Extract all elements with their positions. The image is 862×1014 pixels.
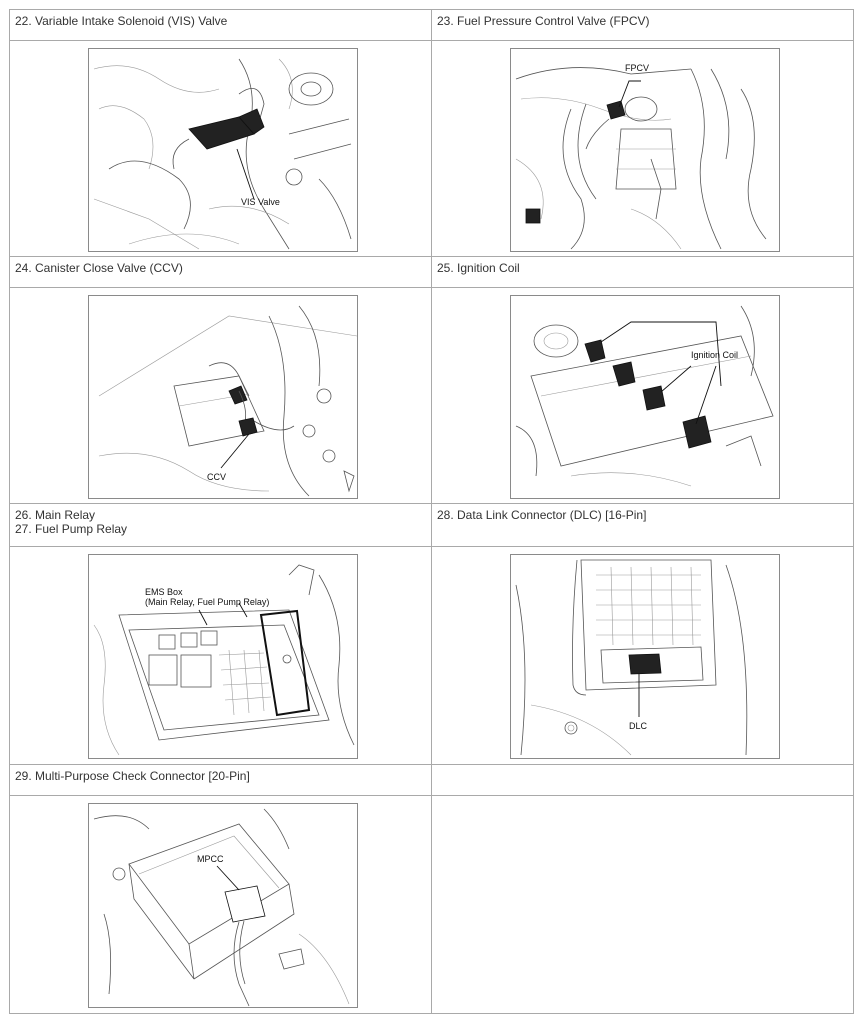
- ccv-title-cell: [10, 257, 432, 288]
- ems-box-diagram: [88, 554, 358, 759]
- mpcc-illustration: [89, 804, 357, 1007]
- fpcv-title-cell: [432, 10, 854, 41]
- component-location-table: [9, 9, 854, 1014]
- ccv-illustration: [89, 296, 357, 498]
- vis-title: 22. Variable Intake Solenoid (VIS) Valve: [15, 14, 228, 28]
- ccv-callout: CCV: [207, 472, 227, 482]
- ignition-coil-callout: Ignition Coil: [691, 350, 739, 360]
- mpcc-figure-cell: [10, 796, 432, 1014]
- ccv-title: 24. Canister Close Valve (CCV): [15, 261, 183, 275]
- relay-figure-cell: [10, 547, 432, 765]
- fpcv-callout: FPCV: [625, 63, 650, 73]
- main-relay-title: 26. Main Relay: [15, 508, 96, 522]
- mpcc-title-cell: [10, 765, 432, 796]
- dlc-callout: DLC: [629, 721, 648, 731]
- fpcv-figure-cell: [432, 41, 854, 257]
- fpcv-diagram: [510, 48, 780, 252]
- ems-box-callout-line2: (Main Relay, Fuel Pump Relay): [145, 597, 270, 607]
- vis-title-cell: [10, 10, 432, 41]
- dlc-title: 28. Data Link Connector (DLC) [16-Pin]: [437, 508, 647, 522]
- dlc-title-cell: [432, 504, 854, 547]
- dlc-diagram: [510, 554, 780, 759]
- mpcc-title: 29. Multi-Purpose Check Connector [20-Pin]: [15, 769, 250, 783]
- ems-box-callout-line1: EMS Box: [145, 587, 183, 597]
- mpcc-diagram: [88, 803, 358, 1008]
- vis-valve-callout: VIS Valve: [241, 197, 280, 207]
- vis-valve-illustration: [89, 49, 357, 251]
- fpcv-illustration: [511, 49, 779, 251]
- ignition-title: 25. Ignition Coil: [437, 261, 520, 275]
- relay-title-cell: [10, 504, 432, 547]
- fpcv-title: 23. Fuel Pressure Control Valve (FPCV): [437, 14, 650, 28]
- vis-figure-cell: [10, 41, 432, 257]
- ems-box-illustration: [89, 555, 357, 758]
- ignition-coil-diagram: [510, 295, 780, 499]
- dlc-figure-cell: [432, 547, 854, 765]
- ignition-title-cell: [432, 257, 854, 288]
- ccv-figure-cell: [10, 288, 432, 504]
- vis-valve-diagram: [88, 48, 358, 252]
- mpcc-callout: MPCC: [197, 854, 224, 864]
- ignition-figure-cell: [432, 288, 854, 504]
- empty-title-cell: [432, 765, 854, 796]
- empty-figure-cell: [432, 796, 854, 1014]
- fuel-pump-relay-title: 27. Fuel Pump Relay: [15, 522, 128, 536]
- ignition-coil-illustration: [511, 296, 779, 498]
- ccv-diagram: [88, 295, 358, 499]
